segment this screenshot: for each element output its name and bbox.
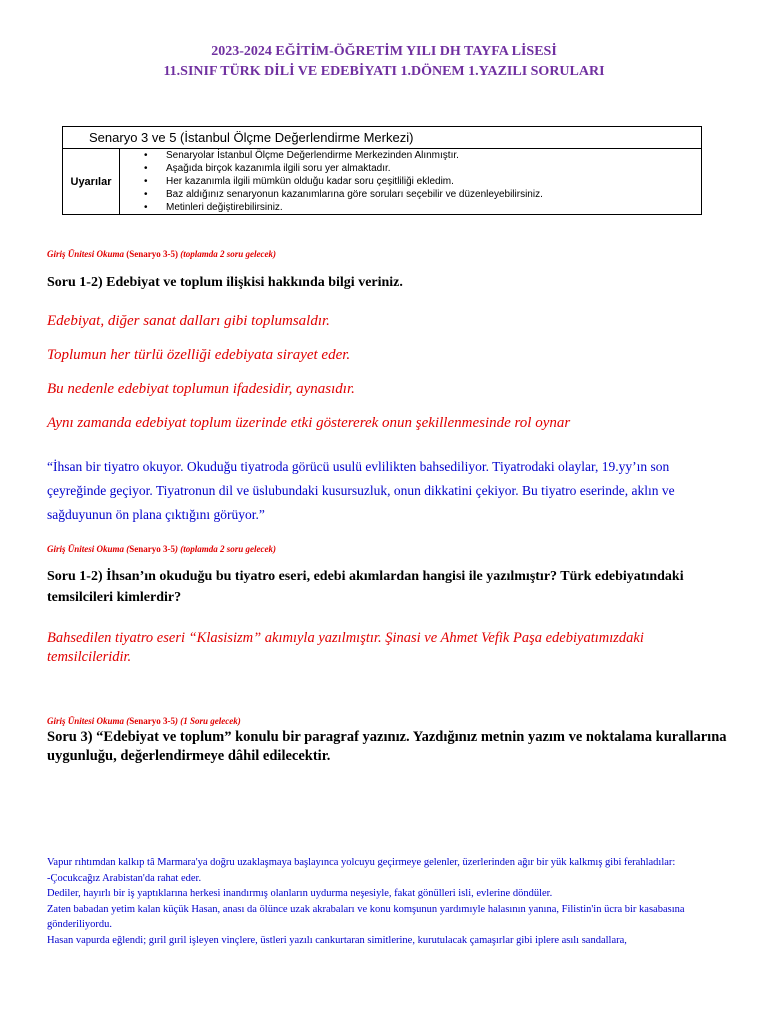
reading-passage: “İhsan bir tiyatro okuyor. Okuduğu tiyatroda görücü usulü evlilikten bahsediliyor. Tiyatrodaki olaylar, 19.yy’ın son çeyreğinde geçiyor. Tiyatronun dil ve üslubundaki kusursuzluk, onun dikkatini çekiyor. Bu tiyatro eserinde, aklın ve sağduyunun ön plana çıktığını görüyor.” (47, 459, 675, 522)
exam-title: 2023-2024 EĞİTİM-ÖĞRETİM YILI DH TAYFA LİSESİ (211, 44, 557, 59)
warnings-list (120, 149, 702, 215)
answer-1-line: Aynı zamanda edebiyat toplum üzerinde etki göstererek onun şekillenmesinde rol oynar (47, 415, 571, 431)
section-heading-1: Giriş Ünitesi Okuma (Senaryo 3-5) (toplamda 2 soru gelecek) (47, 249, 277, 259)
story-paragraph: -Çocukcağız Arabistan'da rahat eder. (47, 872, 202, 884)
story-paragraph: Dediler, hayırlı bir iş yaptıklarına herkesi inandırmış olanların uydurma neşesiyle, fakat gönülleri isli, evlerine döndüler. (47, 888, 553, 899)
scenario-table-title: Senaryo 3 ve 5 (İstanbul Ölçme Değerlendirme Merkezi) (63, 127, 702, 149)
story-passage (47, 855, 727, 948)
section-heading-3: Giriş Ünitesi Okuma (Senaryo 3-5) (1 Soru gelecek) (47, 716, 241, 726)
answer-1-line: Bu nedenle edebiyat toplumun ifadesidir, aynasıdır. (47, 381, 355, 397)
warning-item: • Senaryolar İstanbul Ölçme Değerlendirme Merkezinden Alınmıştır. (166, 149, 701, 162)
question-3: Soru 3) “Edebiyat ve toplum” konulu bir paragraf yazınız. Yazdığınız metnin yazım ve noktalama kurallarına uygunluğu, değerlendirmeye dâhil edilecektir. (47, 729, 727, 764)
warning-item: • Her kazanımla ilgili mümkün olduğu kadar soru çeşitliliği ekledim. (166, 175, 701, 188)
warning-item: • Aşağıda birçok kazanımla ilgili soru yer almaktadır. (166, 162, 701, 175)
scenario-table (62, 126, 702, 215)
story-paragraph: Hasan vapurda eğlendi; gıril gıril işleyen vinçlere, üstleri yazılı cankurtaran simitlerine, kurutulacak çamaşırlar gibi iplere asılı sandallara, (47, 934, 627, 946)
question-1: Soru 1-2) Edebiyat ve toplum ilişkisi hakkında bilgi veriniz. (47, 275, 403, 290)
exam-subtitle: 11.SINIF TÜRK DİLİ VE EDEBİYATI 1.DÖNEM 1.YAZILI SORULARI (163, 64, 605, 79)
answer-1-line: Toplumun her türlü özelliği edebiyata sirayet eder. (47, 347, 351, 363)
question-2: Soru 1-2) İhsan’ın okuduğu bu tiyatro eseri, edebi akımlardan hangisi ile yazılmıştır? Türk edebiyatındaki temsilcileri kimlerdir? (47, 569, 684, 605)
warnings-label: Uyarılar (63, 149, 120, 215)
warning-item: • Baz aldığınız senaryonun kazanımlarına göre soruları seçebilir ve düzenleyebilirsiniz. (166, 188, 701, 201)
answer-1-line: Edebiyat, diğer sanat dalları gibi toplumsaldır. (47, 313, 330, 329)
story-paragraph: Vapur rıhtımdan kalkıp tâ Marmara'ya doğru uzaklaşmaya başlayınca yolcuyu geçirmeye gelenler, üzerlerinden ağır bir yük kalkmış gibi ferahladılar: (47, 857, 676, 868)
answer-2: Bahsedilen tiyatro eseri “Klasisizm” akımıyla yazılmıştır. Şinasi ve Ahmet Vefik Paşa edebiyatımızdaki temsilcileridir. (47, 630, 644, 665)
warning-item: • Metinleri değiştirebilirsiniz. (166, 201, 701, 214)
story-paragraph: Zaten babadan yetim kalan küçük Hasan, anası da ölünce uzak akrabaları ve konu komşunun yardımıyle halasının yanına, Filistin'in ücra bir kasabasına gönderiliyordu. (47, 903, 685, 930)
section-heading-2: Giriş Ünitesi Okuma (Senaryo 3-5) (toplamda 2 soru gelecek) (47, 544, 276, 554)
